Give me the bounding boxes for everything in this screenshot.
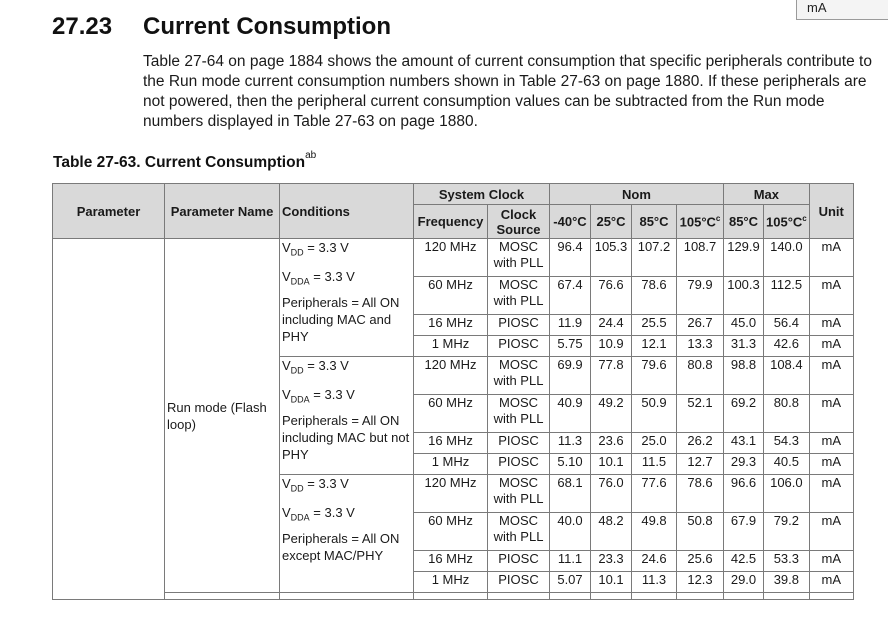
frequency-cell: 120 MHz	[414, 475, 488, 513]
vdd-symbol: V	[282, 476, 291, 491]
value-cell: 25.0	[632, 433, 677, 454]
value-cell: 77.6	[632, 475, 677, 513]
vdd-line	[282, 475, 411, 498]
clock-source-cell: MOSC with PLL	[488, 513, 550, 551]
clock-source-cell: PIOSC	[488, 454, 550, 475]
parameter-cell	[53, 239, 165, 600]
unit-cell: mA	[809, 433, 853, 454]
header-nom-85: 85°C	[632, 205, 677, 239]
clock-source-cell: PIOSC	[488, 572, 550, 593]
vdd-subscript: DD	[290, 483, 304, 494]
peripherals-text: Peripherals = All ON including MAC but not PHY	[282, 413, 410, 463]
value-cell: 100.3	[724, 277, 764, 315]
value-cell: 40.5	[764, 454, 810, 475]
corner-unit-text: mA	[807, 0, 827, 15]
clock-source-cell: PIOSC	[488, 433, 550, 454]
value-cell: 12.3	[677, 572, 724, 593]
vdda-subscript: DDA	[290, 276, 310, 287]
vdd-symbol: V	[282, 240, 291, 255]
value-cell: 106.0	[764, 475, 810, 513]
unit-cell: mA	[809, 454, 853, 475]
clock-source-cell: MOSC with PLL	[488, 277, 550, 315]
empty-cell	[280, 593, 414, 600]
header-frequency: Frequency	[414, 205, 488, 239]
vdda-line	[282, 386, 411, 409]
value-cell: 49.2	[591, 395, 632, 433]
value-cell: 112.5	[764, 277, 810, 315]
frequency-cell: 60 MHz	[414, 395, 488, 433]
vdda-symbol: V	[282, 386, 291, 402]
clock-source-cell: MOSC with PLL	[488, 395, 550, 433]
value-cell: 42.5	[724, 551, 764, 572]
empty-cell	[165, 593, 280, 600]
table-caption-text: Table 27-63. Current Consumption	[53, 154, 306, 171]
value-cell: 29.0	[724, 572, 764, 593]
unit-cell: mA	[809, 395, 853, 433]
vdd-subscript: DD	[290, 247, 304, 258]
value-cell: 54.3	[764, 433, 810, 454]
clock-source-cell: MOSC with PLL	[488, 357, 550, 395]
frequency-cell: 1 MHz	[414, 572, 488, 593]
vdda-subscript: DDA	[290, 394, 310, 405]
value-cell: 108.7	[677, 239, 724, 277]
header-nom-105-text: 105°C	[679, 214, 716, 230]
header-max-85: 85°C	[724, 205, 764, 239]
value-cell: 11.5	[632, 454, 677, 475]
value-cell: 98.8	[724, 357, 764, 395]
value-cell: 96.4	[550, 239, 591, 277]
frequency-cell: 16 MHz	[414, 315, 488, 336]
unit-cell: mA	[809, 572, 853, 593]
value-cell: 5.10	[550, 454, 591, 475]
value-cell: 40.0	[550, 513, 591, 551]
corner-unit-cell	[796, 0, 888, 20]
value-cell: 13.3	[677, 336, 724, 357]
value-cell: 68.1	[550, 475, 591, 513]
value-cell: 26.7	[677, 315, 724, 336]
parameter-name-cell	[165, 239, 280, 593]
value-cell: 78.6	[632, 277, 677, 315]
value-cell: 50.8	[677, 513, 724, 551]
parameter-name-text: Run mode (Flash loop)	[167, 399, 267, 432]
intro-paragraph: Table 27-64 on page 1884 shows the amount of current consumption that specific peripherals contribute to the Run mode current consumption numbers shown in Table 27-63 on page 1880. If these peripherals are not powered, then the peripheral current consumption values can be subtracted from the Run mode numbers displayed in Table 27-63 on page 1880.	[143, 53, 872, 130]
value-cell: 42.6	[764, 336, 810, 357]
value-cell: 49.8	[632, 513, 677, 551]
frequency-cell: 1 MHz	[414, 336, 488, 357]
value-cell: 78.6	[677, 475, 724, 513]
vdda-symbol: V	[282, 504, 291, 520]
vdd-value: = 3.3 V	[303, 240, 349, 255]
value-cell: 53.3	[764, 551, 810, 572]
value-cell: 76.6	[591, 277, 632, 315]
value-cell: 50.9	[632, 395, 677, 433]
value-cell: 40.9	[550, 395, 591, 433]
value-cell: 24.4	[591, 315, 632, 336]
vdd-subscript: DD	[290, 365, 304, 376]
clock-source-cell: MOSC with PLL	[488, 475, 550, 513]
header-system-clock: System Clock	[414, 184, 550, 205]
unit-cell: mA	[809, 239, 853, 277]
table-row	[53, 239, 854, 277]
value-cell: 45.0	[724, 315, 764, 336]
value-cell: 48.2	[591, 513, 632, 551]
vdd-line	[282, 357, 411, 380]
value-cell: 52.1	[677, 395, 724, 433]
vdda-value: = 3.3 V	[309, 268, 355, 284]
value-cell: 10.9	[591, 336, 632, 357]
header-max-105	[764, 205, 810, 239]
value-cell: 29.3	[724, 454, 764, 475]
unit-cell: mA	[809, 357, 853, 395]
value-cell: 79.9	[677, 277, 724, 315]
value-cell: 105.3	[591, 239, 632, 277]
value-cell: 5.75	[550, 336, 591, 357]
value-cell: 25.6	[677, 551, 724, 572]
header-nom-25: 25°C	[591, 205, 632, 239]
vdd-value: = 3.3 V	[303, 476, 349, 491]
header-unit: Unit	[809, 184, 853, 239]
value-cell: 140.0	[764, 239, 810, 277]
vdda-value: = 3.3 V	[309, 504, 355, 520]
frequency-cell: 16 MHz	[414, 433, 488, 454]
vdda-value: = 3.3 V	[309, 386, 355, 402]
table-caption	[53, 150, 316, 172]
value-cell: 96.6	[724, 475, 764, 513]
header-max-105-footnote: c	[802, 213, 807, 223]
header-parameter-name: Parameter Name	[165, 184, 280, 239]
frequency-cell: 120 MHz	[414, 239, 488, 277]
value-cell: 12.7	[677, 454, 724, 475]
value-cell: 10.1	[591, 454, 632, 475]
vdda-subscript: DDA	[290, 512, 310, 523]
header-max: Max	[724, 184, 810, 205]
header-max-105-text: 105°C	[766, 214, 803, 230]
empty-cell	[677, 593, 724, 600]
value-cell: 43.1	[724, 433, 764, 454]
value-cell: 23.6	[591, 433, 632, 454]
value-cell: 11.1	[550, 551, 591, 572]
value-cell: 69.9	[550, 357, 591, 395]
conditions-cell	[280, 239, 414, 357]
vdda-line	[282, 504, 411, 527]
section-number: 27.23	[52, 13, 113, 40]
value-cell: 80.8	[764, 395, 810, 433]
empty-cell	[632, 593, 677, 600]
value-cell: 26.2	[677, 433, 724, 454]
value-cell: 5.07	[550, 572, 591, 593]
frequency-cell: 60 MHz	[414, 513, 488, 551]
value-cell: 39.8	[764, 572, 810, 593]
value-cell: 12.1	[632, 336, 677, 357]
peripherals-text: Peripherals = All ON except MAC/PHY	[282, 531, 400, 564]
conditions-cell	[280, 357, 414, 475]
value-cell: 11.3	[550, 433, 591, 454]
vdda-line	[282, 268, 411, 291]
value-cell: 67.9	[724, 513, 764, 551]
value-cell: 11.3	[632, 572, 677, 593]
clock-source-cell: PIOSC	[488, 551, 550, 572]
empty-cell	[764, 593, 810, 600]
value-cell: 80.8	[677, 357, 724, 395]
value-cell: 69.2	[724, 395, 764, 433]
unit-cell: mA	[809, 475, 853, 513]
clock-source-cell: MOSC with PLL	[488, 239, 550, 277]
frequency-cell: 1 MHz	[414, 454, 488, 475]
header-conditions: Conditions	[280, 184, 414, 239]
value-cell: 56.4	[764, 315, 810, 336]
header-clock-source: Clock Source	[488, 205, 550, 239]
value-cell: 25.5	[632, 315, 677, 336]
value-cell: 23.3	[591, 551, 632, 572]
frequency-cell: 120 MHz	[414, 357, 488, 395]
value-cell: 79.2	[764, 513, 810, 551]
empty-cell	[809, 593, 853, 600]
peripherals-text: Peripherals = All ON including MAC and PHY	[282, 295, 400, 345]
table-caption-footnote: ab	[305, 150, 317, 161]
empty-cell	[724, 593, 764, 600]
header-nom-m40: -40°C	[550, 205, 591, 239]
vdda-symbol: V	[282, 268, 291, 284]
value-cell: 76.0	[591, 475, 632, 513]
value-cell: 79.6	[632, 357, 677, 395]
header-parameter: Parameter	[53, 184, 165, 239]
section-title: Current Consumption	[143, 13, 391, 40]
value-cell: 67.4	[550, 277, 591, 315]
value-cell: 24.6	[632, 551, 677, 572]
header-nom-105	[677, 205, 724, 239]
vdd-symbol: V	[282, 358, 291, 373]
conditions-cell	[280, 475, 414, 593]
clock-source-cell: PIOSC	[488, 315, 550, 336]
header-nom: Nom	[550, 184, 724, 205]
value-cell: 77.8	[591, 357, 632, 395]
unit-cell: mA	[809, 277, 853, 315]
vdd-value: = 3.3 V	[303, 358, 349, 373]
value-cell: 31.3	[724, 336, 764, 357]
unit-cell: mA	[809, 551, 853, 572]
unit-cell: mA	[809, 336, 853, 357]
value-cell: 11.9	[550, 315, 591, 336]
unit-cell: mA	[809, 513, 853, 551]
frequency-cell: 60 MHz	[414, 277, 488, 315]
value-cell: 129.9	[724, 239, 764, 277]
unit-cell: mA	[809, 315, 853, 336]
empty-cell	[414, 593, 488, 600]
value-cell: 10.1	[591, 572, 632, 593]
value-cell: 108.4	[764, 357, 810, 395]
table-row-partial	[53, 593, 854, 600]
clock-source-cell: PIOSC	[488, 336, 550, 357]
current-consumption-table	[52, 183, 854, 600]
empty-cell	[591, 593, 632, 600]
empty-cell	[550, 593, 591, 600]
frequency-cell: 16 MHz	[414, 551, 488, 572]
value-cell: 107.2	[632, 239, 677, 277]
header-nom-105-footnote: c	[715, 213, 721, 223]
vdd-line	[282, 239, 411, 262]
empty-cell	[488, 593, 550, 600]
